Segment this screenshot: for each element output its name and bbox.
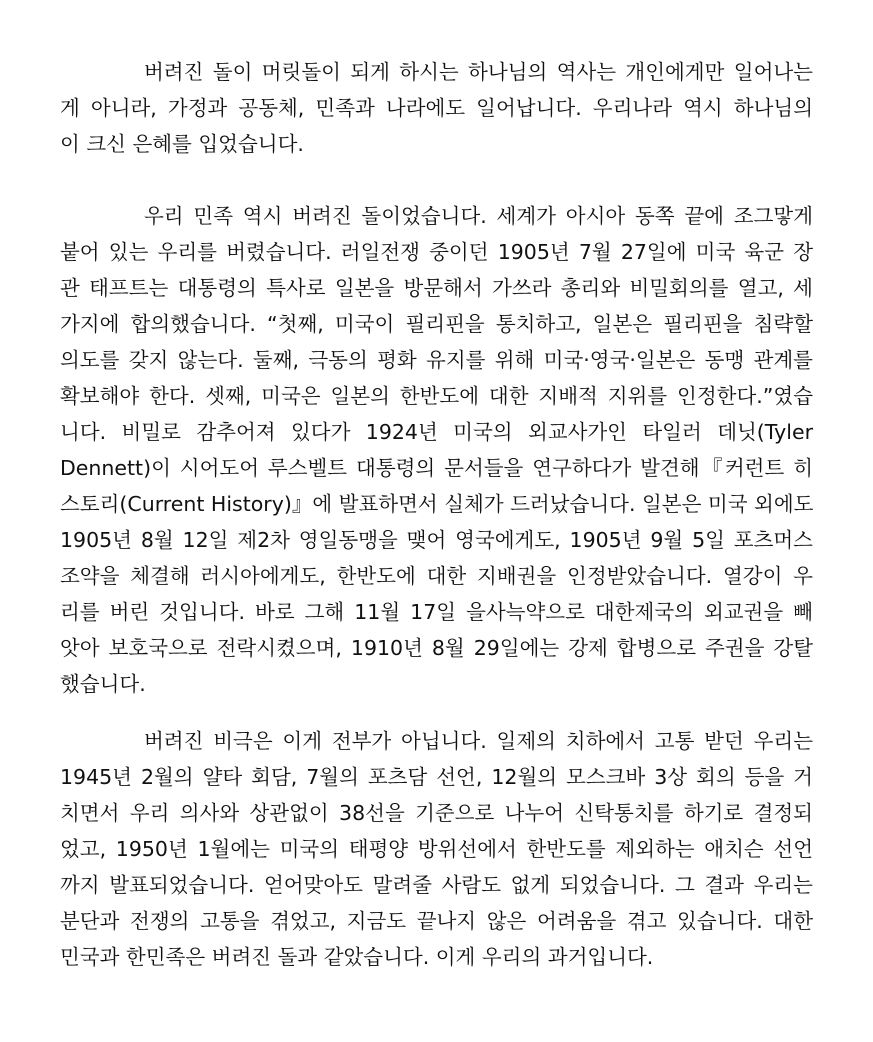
paragraph-line: 했습니다. [60,672,146,696]
paragraph-line: 스토리(Current History)』에 발표하면서 실체가 드러났습니다. 일본은 미국 외에도 [60,492,814,516]
paragraph-2 [60,198,813,738]
paragraph-line: 이 크신 은혜를 입었습니다. [60,132,304,156]
paragraph-line: 버려진 비극은 이게 전부가 아닙니다. 일제의 치하에서 고통 받던 우리는 [144,729,813,753]
paragraph-line: 관 태프트는 대통령의 특사로 일본을 방문해서 가쓰라 총리와 비밀회의를 열고, 세 [60,276,813,300]
paragraph-line: 앗아 보호국으로 전락시켰으며, 1910년 8월 29일에는 강제 합병으로 주권을 강탈 [60,636,813,660]
paragraph-line: 1945년 2월의 얄타 회담, 7월의 포츠담 선언, 12월의 모스크바 3상 회의 등을 거 [60,765,813,789]
paragraph-line: 조약을 체결해 러시아에게도, 한반도에 대한 지배권을 인정받았습니다. 열강이 우 [60,564,813,588]
paragraph-3 [60,723,813,975]
paragraph-line: 가지에 합의했습니다. “첫째, 미국이 필리핀을 통치하고, 일본은 필리핀을 침략할 [60,312,813,336]
paragraph-line: 리를 버린 것입니다. 바로 그해 11월 17일 을사늑약으로 대한제국의 외교권을 빼 [60,600,813,624]
paragraph-line: 치면서 우리 의사와 상관없이 38선을 기준으로 나누어 신탁통치를 하기로 결정되 [60,801,813,825]
paragraph-line: 게 아니라, 가정과 공동체, 민족과 나라에도 일어납니다. 우리나라 역시 하나님의 [60,96,813,120]
paragraph-line: 붙어 있는 우리를 버렸습니다. 러일전쟁 중이던 1905년 7월 27일에 미국 육군 장 [60,240,813,264]
paragraph-line: 까지 발표되었습니다. 얻어맞아도 말려줄 사람도 없게 되었습니다. 그 결과 우리는 [60,873,813,897]
paragraph-line: 민국과 한민족은 버려진 돌과 같았습니다. 이게 우리의 과거입니다. [60,945,654,969]
paragraph-line: Dennett)이 시어도어 루스벨트 대통령의 문서들을 연구하다가 발견해『커런트 히 [60,456,813,480]
paragraph-line: 1905년 8월 12일 제2차 영일동맹을 맺어 영국에게도, 1905년 9월 5일 포츠머스 [60,528,813,552]
paragraph-line: 었고, 1950년 1월에는 미국의 태평양 방위선에서 한반도를 제외하는 애치슨 선언 [60,837,813,861]
paragraph-line: 의도를 갖지 않는다. 둘째, 극동의 평화 유지를 위해 미국·영국·일본은 동맹 관계를 [60,348,813,372]
paragraph-line: 니다. 비밀로 감추어져 있다가 1924년 미국의 외교사가인 타일러 데닛(Tyler [60,420,813,444]
paragraph-1 [60,54,813,162]
paragraph-line: 버려진 돌이 머릿돌이 되게 하시는 하나님의 역사는 개인에게만 일어나는 [144,60,813,84]
paragraph-line: 우리 민족 역시 버려진 돌이었습니다. 세계가 아시아 동쪽 끝에 조그맣게 [144,204,813,228]
paragraph-line: 분단과 전쟁의 고통을 겪었고, 지금도 끝나지 않은 어려움을 겪고 있습니다. 대한 [60,909,813,933]
paragraph-line: 확보해야 한다. 셋째, 미국은 일본의 한반도에 대한 지배적 지위를 인정한다.”였습 [60,384,813,408]
